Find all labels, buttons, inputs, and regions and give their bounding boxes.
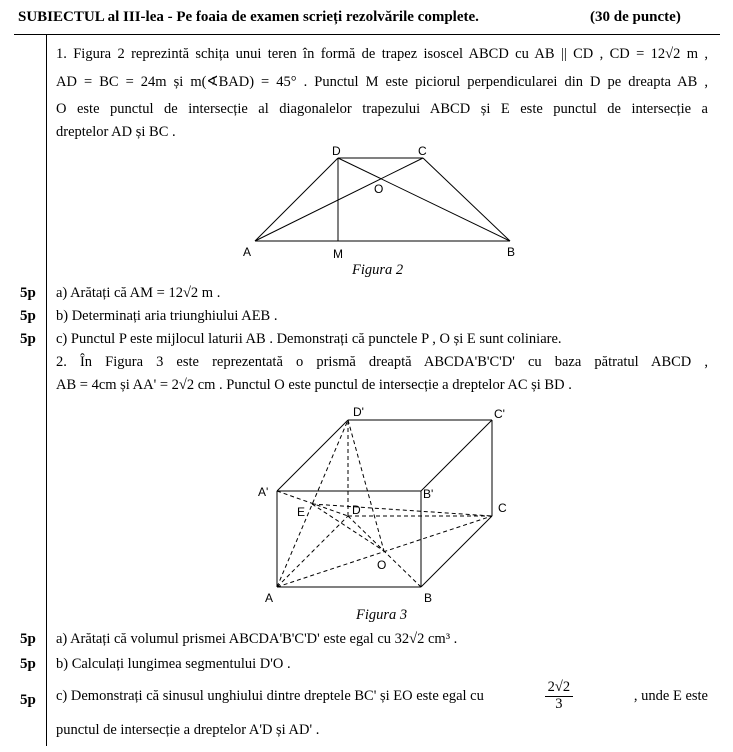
problem1-line-1: 1. Figura 2 reprezintă schița unui teren în formă de trapez isoscel ABCD cu AB || CD , CD = 12√2 m , — [56, 46, 708, 62]
item-1b-text: b) Determinați aria triunghiului AEB . — [56, 308, 278, 324]
diagonal-AC — [255, 158, 423, 241]
figure-2-caption: Figura 2 — [352, 262, 404, 278]
label-E: E — [297, 505, 306, 519]
label-Ap: A' — [258, 485, 269, 499]
edge-Bp-Cp — [421, 420, 492, 491]
header-rule — [14, 34, 720, 35]
figure-3-caption: Figura 3 — [356, 607, 408, 623]
diagonal-BD — [338, 158, 510, 241]
item-2c-text-before: c) Demonstrați că sinusul unghiului dintre dreptele BC' și EO este egal cu — [56, 687, 484, 704]
item-2b-text: b) Calculați lungimea segmentului D'O . — [56, 656, 291, 672]
fraction-denominator: 3 — [555, 695, 563, 712]
item-2c-text-after: , unde E este — [633, 687, 708, 704]
edge-B-C — [421, 516, 492, 587]
label-Cp: C' — [494, 407, 505, 421]
item-1c-text: c) Punctul P este mijlocul laturii AB . Demonstrați că punctele P , O și E sunt coliniare. — [56, 331, 562, 347]
label-A: A — [265, 591, 274, 605]
label-O: O — [374, 182, 384, 196]
label-D: D — [352, 503, 361, 517]
diagonal-Ap-D — [277, 491, 348, 516]
edge-BC — [423, 158, 510, 241]
fraction-numerator: 2√2 — [545, 680, 573, 697]
label-B: B — [507, 245, 516, 259]
label-M: M — [333, 247, 343, 260]
segment-E-C — [312, 504, 492, 516]
label-B: B — [424, 591, 433, 605]
label-C: C — [498, 501, 507, 515]
label-Bp: B' — [423, 487, 434, 501]
item-2a-text: a) Arătați că volumul prismei ABCDA'B'C'D' este egal cu 32√2 cm³ . — [56, 631, 458, 647]
item-2c-points: 5p — [20, 692, 36, 708]
item-1a-points: 5p — [20, 285, 36, 301]
label-C: C — [418, 144, 427, 158]
problem2-line-2: AB = 4cm și AA' = 2√2 cm . Punctul O este punctul de intersecție a dreptelor AC și BD . — [56, 377, 572, 393]
hidden-edge-A-D — [277, 516, 348, 587]
section-title: SUBIECTUL al III-lea - Pe foaia de examen scrieți rezolvările complete. — [18, 9, 479, 25]
problem1-line-4: dreptelor AD și BC . — [56, 124, 176, 140]
fraction-2sqrt2-over-3 — [545, 680, 573, 713]
item-1a-text: a) Arătați că AM = 12√2 m . — [56, 285, 221, 301]
diagonal-B-D — [348, 516, 421, 587]
label-A: A — [243, 245, 252, 259]
problem1-line-2: AD = BC = 24m și m(∢BAD) = 45° . Punctul M este piciorul perpendicularei din D pe dreapta AB , — [56, 74, 708, 90]
item-1b-points: 5p — [20, 308, 36, 324]
item-2c-text-line2: punctul de intersecție a dreptelor A'D și AD' . — [56, 722, 320, 738]
item-1c-points: 5p — [20, 331, 36, 347]
figure-2-trapezoid — [0, 140, 733, 260]
figure-3-prism — [0, 400, 733, 610]
label-Dp: D' — [353, 405, 364, 419]
label-O: O — [377, 558, 387, 572]
edge-Ap-Dp — [277, 420, 348, 491]
item-2b-points: 5p — [20, 656, 36, 672]
label-D: D — [332, 144, 341, 158]
item-2a-points: 5p — [20, 631, 36, 647]
item-2c-text — [56, 680, 708, 713]
problem1-line-3: O este punctul de intersecție al diagonalelor trapezului ABCD și E este punctul de intersecție a — [56, 101, 708, 117]
edge-AD — [255, 158, 338, 241]
section-points: (30 de puncte) — [590, 9, 681, 25]
problem2-line-1: 2. În Figura 3 este reprezentată o prismă dreaptă ABCDA'B'C'D' cu baza pătratul ABCD , — [56, 354, 708, 370]
